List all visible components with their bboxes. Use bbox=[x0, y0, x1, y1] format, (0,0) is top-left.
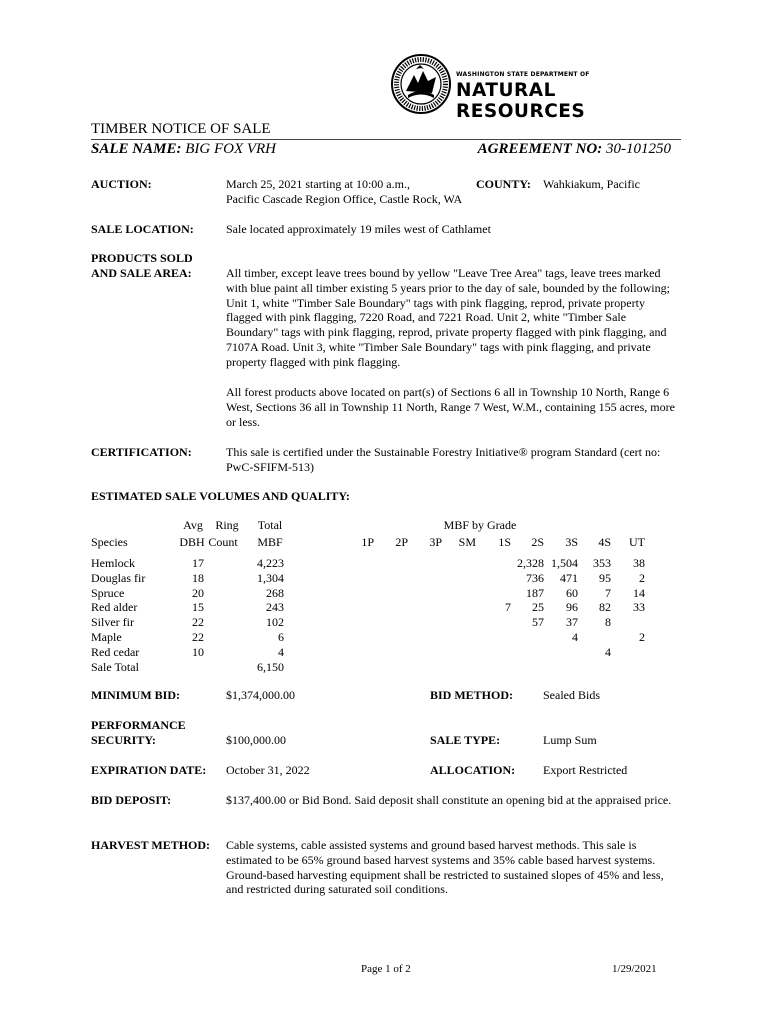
auction-label: AUCTION: bbox=[91, 177, 152, 191]
harvest-method-text: Cable systems, cable assisted systems and ground based harvest methods. This sale is estimated to be 65% ground based harvest systems and 35% cable based harvest systems. Ground-based harvesting equipment shall be restricted to sustained slopes of 45% and less, and restricted during saturated soil conditions. bbox=[226, 838, 664, 897]
bid-deposit-label: BID DEPOSIT: bbox=[91, 793, 172, 807]
sale-location-text: Sale located approximately 19 miles west of Cathlamet bbox=[226, 222, 491, 236]
grade-cell-ut: 2 bbox=[639, 570, 645, 585]
products-paragraph-1: All timber, except leave trees bound by yellow "Leave Tree Area" tags, leave trees marked with blue paint all timber existing 5 years prior to the day of sale, bounded by the following; Unit 1, white "Timber Sale Boundary" tags with pink flagging, reprod, private property flagged with pink flagging, 7220 Road, and 7221 Road. Unit 2, white "Timber Sale Boundary" tags with pink flagging, reprod, private property flagged with pink flagging, and 7107A Road. Unit 3, white "Timber Sale Boundary" tags with pink flagging, and private property flagged with pink flagging. bbox=[226, 266, 670, 369]
performance-label-1: PERFORMANCE bbox=[91, 718, 186, 732]
grade-cell-4s: 4 bbox=[605, 644, 611, 659]
sale-type-label: SALE TYPE: bbox=[430, 733, 501, 747]
grade-cell-ut: 38 bbox=[633, 556, 645, 570]
species-name: Silver fir bbox=[91, 615, 134, 630]
avg-dbh-cell: 15 bbox=[192, 600, 204, 615]
county-value: Wahkiakum, Pacific bbox=[543, 177, 641, 191]
total-mbf-cell: 4,223 bbox=[257, 556, 284, 570]
expiration-value: October 31, 2022 bbox=[226, 763, 310, 777]
grade-header-ut: UT bbox=[629, 535, 645, 549]
minimum-bid-value: $1,374,000.00 bbox=[226, 688, 295, 702]
volumes-heading: ESTIMATED SALE VOLUMES AND QUALITY: bbox=[91, 489, 350, 503]
grade-header-sm: SM bbox=[458, 535, 476, 549]
grade-cell-4s: 8 bbox=[605, 615, 611, 630]
species-name: Hemlock bbox=[91, 556, 135, 570]
avg-dbh-cell: 20 bbox=[192, 585, 204, 600]
total-mbf-cell: 1,304 bbox=[257, 570, 284, 585]
products-label-1: PRODUCTS SOLD bbox=[91, 251, 193, 265]
expiration-label: EXPIRATION DATE: bbox=[91, 763, 207, 777]
grade-header-3s: 3S bbox=[565, 535, 578, 549]
avg-dbh-cell: 17 bbox=[192, 556, 204, 570]
sale-location-label: SALE LOCATION: bbox=[91, 222, 194, 236]
agency-top-text: WASHINGTON STATE DEPARTMENT OF bbox=[456, 71, 590, 78]
grade-cell-2s: 2,328 bbox=[517, 556, 544, 570]
header-avg: Avg bbox=[183, 518, 203, 532]
sale-type-value: Lump Sum bbox=[543, 733, 597, 747]
document-title: TIMBER NOTICE OF SALE bbox=[91, 121, 271, 137]
grade-header-1p: 1P bbox=[361, 535, 374, 549]
grade-cell-2s: 57 bbox=[532, 615, 544, 630]
total-mbf-cell: 243 bbox=[266, 600, 284, 615]
grade-cell-1s: 7 bbox=[505, 600, 511, 615]
header-ring: Ring bbox=[215, 518, 239, 532]
products-label-2: AND SALE AREA: bbox=[91, 266, 192, 280]
grade-header-4s: 4S bbox=[598, 535, 611, 549]
bid-method-value: Sealed Bids bbox=[543, 688, 600, 702]
header-species: Species bbox=[91, 535, 128, 549]
page-number: Page 1 of 2 bbox=[361, 963, 411, 975]
grade-cell-2s: 736 bbox=[526, 570, 544, 585]
auction-line1: March 25, 2021 starting at 10:00 a.m., bbox=[226, 177, 410, 191]
sale-name-label: SALE NAME: bbox=[91, 141, 182, 157]
header-total: Total bbox=[257, 518, 283, 532]
agreement-label: AGREEMENT NO: bbox=[477, 141, 603, 157]
agreement-number: 30-101250 bbox=[606, 141, 671, 157]
bid-deposit-text: $137,400.00 or Bid Bond. Said deposit shall constitute an opening bid at the appraised price. bbox=[226, 793, 672, 807]
grade-cell-ut: 14 bbox=[633, 585, 645, 600]
grade-cell-4s: 95 bbox=[599, 570, 611, 585]
county-label: COUNTY: bbox=[476, 177, 531, 191]
bid-method-label: BID METHOD: bbox=[430, 688, 514, 702]
species-name: Red alder bbox=[91, 600, 138, 615]
grade-cell-4s: 82 bbox=[599, 600, 611, 615]
grade-cell-2s: 25 bbox=[532, 600, 544, 615]
auction-line2: Pacific Cascade Region Office, Castle Rock, WA bbox=[226, 192, 463, 206]
avg-dbh-cell: 10 bbox=[192, 644, 204, 659]
minimum-bid-label: MINIMUM BID: bbox=[91, 688, 180, 702]
footer-date: 1/29/2021 bbox=[612, 963, 657, 975]
total-mbf-cell: 268 bbox=[266, 585, 284, 600]
species-name: Spruce bbox=[91, 585, 125, 600]
grade-header-1s: 1S bbox=[498, 535, 511, 549]
allocation-value: Export Restricted bbox=[543, 763, 628, 777]
products-paragraph-2: All forest products above located on part(s) of Sections 6 all in Township 10 North, Range 6 West, Sections 36 all in Township 11 North, Range 7 West, W.M., containing 155 acres, more or less. bbox=[226, 385, 675, 429]
performance-label-2: SECURITY: bbox=[91, 733, 156, 747]
grade-cell-ut: 33 bbox=[633, 600, 645, 615]
total-mbf-cell: 6 bbox=[278, 630, 284, 644]
certification-label: CERTIFICATION: bbox=[91, 445, 192, 459]
performance-value: $100,000.00 bbox=[226, 733, 286, 747]
agency-main-text: NATURAL RESOURCES bbox=[456, 80, 586, 122]
grade-cell-2s: 187 bbox=[526, 585, 544, 600]
grade-cell-4s: 7 bbox=[605, 585, 611, 600]
grade-cell-3s: 471 bbox=[560, 570, 578, 585]
header-mbf-by-grade: MBF by Grade bbox=[443, 518, 517, 532]
species-name: Maple bbox=[91, 630, 122, 644]
total-mbf-cell: 4 bbox=[278, 644, 284, 659]
total-mbf-cell: 102 bbox=[266, 615, 284, 630]
grade-header-3p: 3P bbox=[429, 535, 442, 549]
grade-header-2s: 2S bbox=[531, 535, 544, 549]
grade-cell-3s: 4 bbox=[572, 630, 578, 644]
avg-dbh-cell: 18 bbox=[192, 570, 204, 585]
grade-cell-ut: 2 bbox=[639, 630, 645, 644]
species-name: Douglas fir bbox=[91, 570, 146, 585]
avg-dbh-cell: 22 bbox=[192, 615, 204, 630]
sale-name-value: BIG FOX VRH bbox=[185, 141, 277, 157]
grade-cell-3s: 1,504 bbox=[551, 556, 578, 570]
total-mbf-cell: 6,150 bbox=[257, 659, 284, 674]
grade-cell-3s: 37 bbox=[566, 615, 578, 630]
grade-cell-4s: 353 bbox=[593, 556, 611, 570]
species-name: Red cedar bbox=[91, 644, 140, 659]
grade-cell-3s: 96 bbox=[566, 600, 578, 615]
harvest-method-label: HARVEST METHOD: bbox=[91, 838, 211, 852]
header-count: Count bbox=[208, 535, 238, 549]
species-name: Sale Total bbox=[91, 659, 139, 674]
avg-dbh-cell: 22 bbox=[192, 630, 204, 644]
header-dbh: DBH bbox=[179, 535, 205, 549]
header-mbf: MBF bbox=[257, 535, 283, 549]
grade-header-2p: 2P bbox=[395, 535, 408, 549]
grade-cell-3s: 60 bbox=[566, 585, 578, 600]
certification-text: This sale is certified under the Sustainable Forestry Initiative® program Standard (cert no: PwC-SFIFM-513) bbox=[226, 445, 661, 474]
allocation-label: ALLOCATION: bbox=[430, 763, 516, 777]
